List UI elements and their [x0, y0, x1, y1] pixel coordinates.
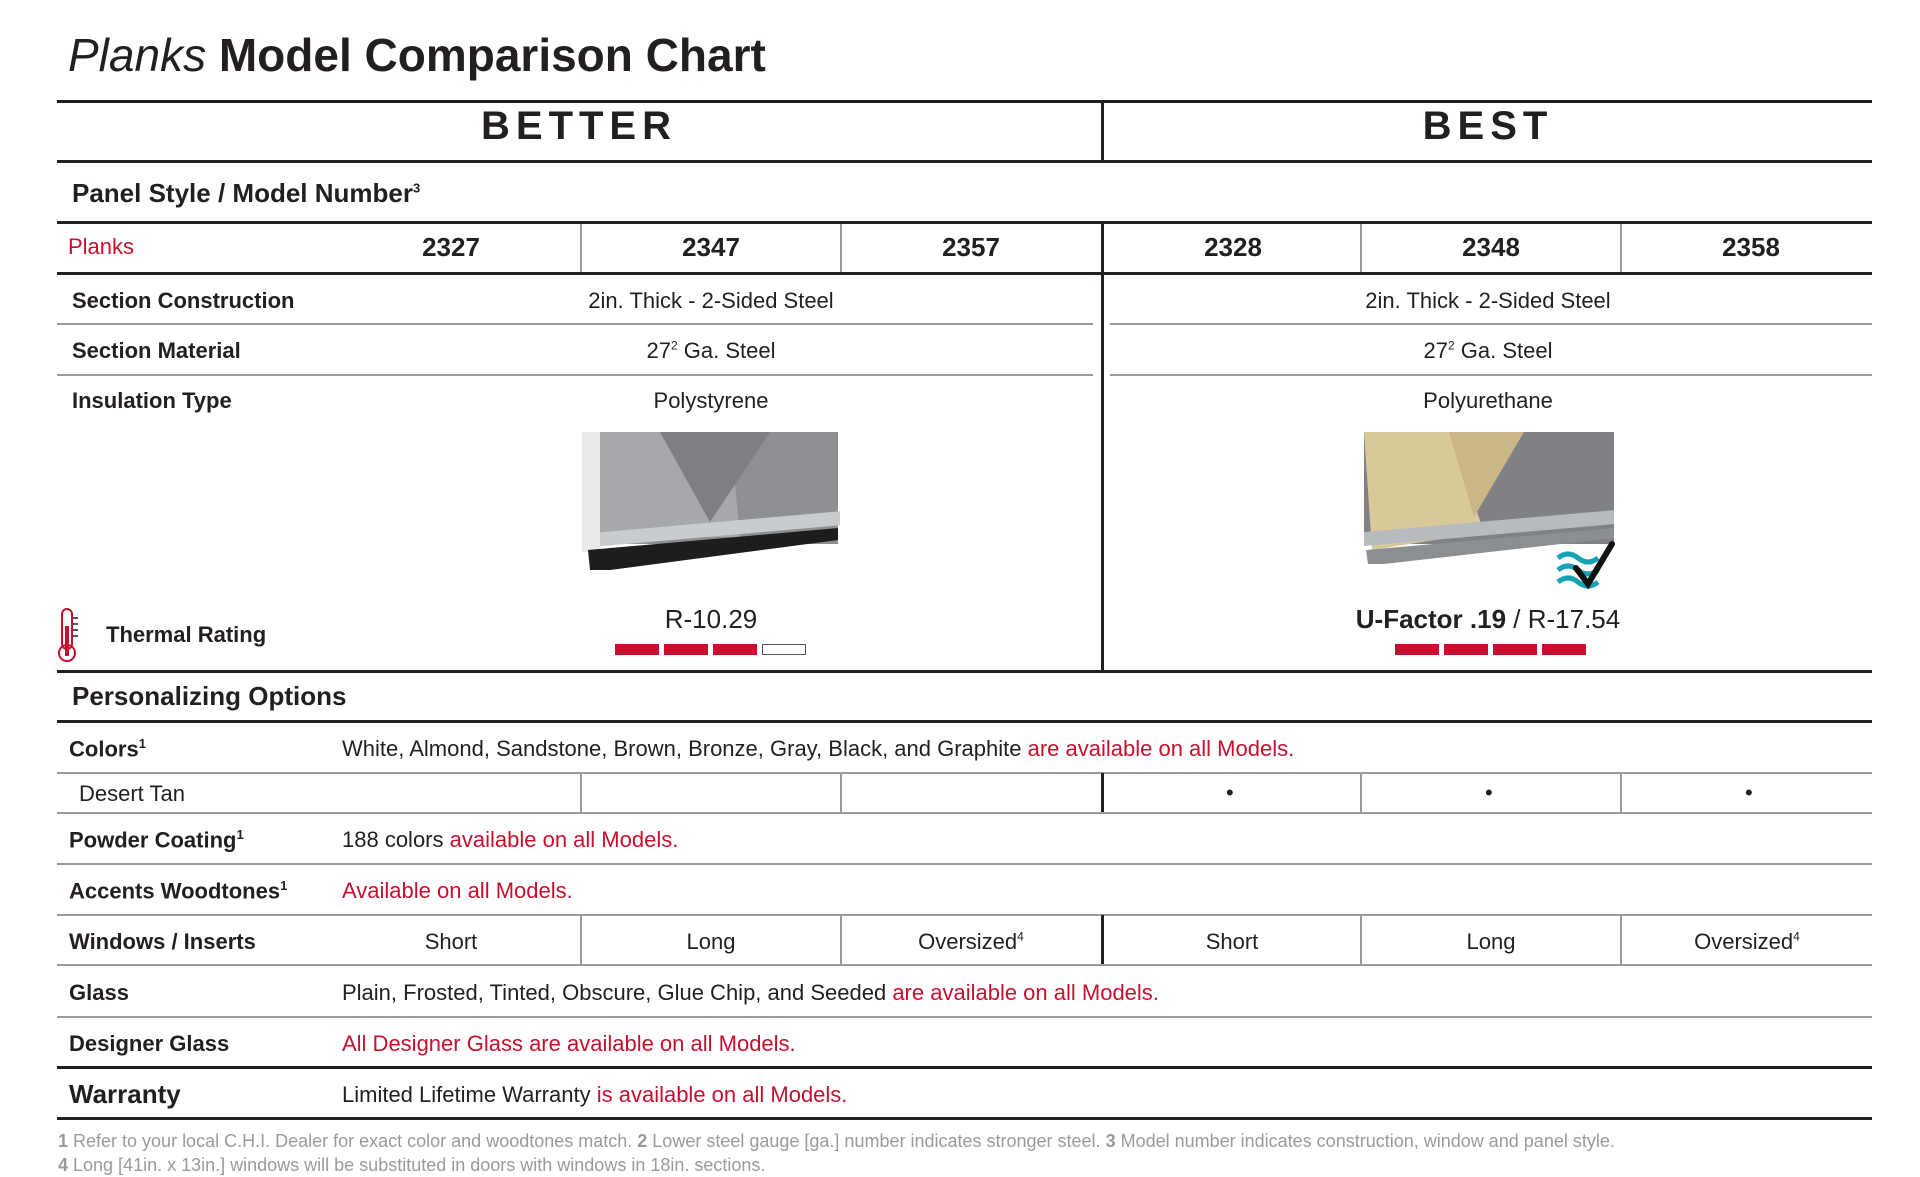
woodtones-label-text: Accents Woodtones: [69, 878, 281, 904]
powder-availability: available on all Models.: [449, 827, 679, 852]
rule: [57, 964, 1872, 966]
better-rating-bars: [615, 644, 806, 655]
footnote-text-1: Refer to your local C.H.I. Dealer for exact color and woodtones match.: [68, 1131, 638, 1151]
better-material-num: 27: [646, 338, 671, 363]
divider: [580, 773, 582, 813]
best-insulation: Polyurethane: [1423, 388, 1553, 413]
glass-text: Plain, Frosted, Tinted, Obscure, Glue Chip, and Seeded: [342, 980, 893, 1005]
title-italic: Planks: [68, 29, 207, 81]
better-material-sup: 2: [670, 338, 678, 353]
window-2327: Short: [424, 929, 478, 954]
model-2347: 2347: [682, 232, 740, 262]
rule-thermal-bottom: [57, 670, 1872, 673]
rule: [57, 914, 1872, 916]
best-rating-bar-2: [1444, 644, 1488, 655]
warranty-value: [342, 1082, 847, 1108]
energy-star-check-icon: [1554, 540, 1616, 594]
planks-label: Planks: [68, 234, 135, 259]
rule-top: [57, 100, 1872, 103]
panel-style-label: Panel Style / Model Number: [72, 178, 413, 208]
rule: [57, 374, 1093, 376]
polystyrene-panel-image: [580, 432, 842, 580]
footnote-text-2: Lower steel gauge [ga.] number indicates stronger steel.: [647, 1131, 1106, 1151]
glass-availability: are available on all Models.: [892, 980, 1159, 1005]
best-rating-bar-1: [1395, 644, 1439, 655]
best-material-num: 27: [1423, 338, 1448, 363]
woodtones-availability: Available on all Models.: [342, 878, 573, 903]
powder-text: 188 colors: [342, 827, 450, 852]
best-u-factor: U-Factor .19: [1355, 604, 1507, 634]
panel-style-sup: 3: [412, 180, 421, 196]
glass-value: [342, 980, 1159, 1006]
rule-options-top: [57, 720, 1872, 723]
rule-bottom: [57, 1117, 1872, 1120]
better-rating-bar-4: [762, 644, 806, 655]
divider: [840, 773, 842, 813]
best-rating-bar-4: [1542, 644, 1586, 655]
powder-value: [342, 827, 678, 853]
tier-better: BETTER: [481, 104, 677, 148]
rule-warranty-top: [57, 1066, 1872, 1069]
desert-tan-2348-dot: •: [1485, 780, 1493, 805]
better-material: [322, 338, 1100, 364]
tier-best: BEST: [1422, 104, 1554, 148]
thermometer-icon: [54, 606, 82, 664]
better-material-rest: Ga. Steel: [677, 338, 776, 363]
title-bold: Model Comparison Chart: [218, 29, 766, 81]
rule: [57, 812, 1872, 814]
window-2358-sup: 4: [1793, 929, 1800, 944]
rule: [57, 863, 1872, 865]
woodtones-sup: 1: [280, 878, 288, 893]
model-2358: 2358: [1722, 232, 1780, 262]
better-r-value: R-10.29: [664, 604, 758, 634]
rule-models-top: [57, 221, 1872, 224]
warranty-text: Limited Lifetime Warranty: [342, 1082, 597, 1107]
rule: [1110, 323, 1872, 325]
colors-text: White, Almond, Sandstone, Brown, Bronze, Gray, Black, and Graphite: [342, 736, 1028, 761]
label-accents-woodtones: [69, 878, 287, 904]
best-thermal-values: [1104, 604, 1872, 635]
best-rating-bars: [1395, 644, 1586, 655]
divider: [1620, 773, 1622, 813]
label-section-construction: Section Construction: [72, 288, 295, 313]
best-material: [1104, 338, 1872, 364]
powder-label-text: Powder Coating: [69, 827, 237, 853]
window-2348: Long: [1466, 929, 1516, 954]
window-2328: Short: [1205, 929, 1259, 954]
better-rating-bar-2: [664, 644, 708, 655]
divider: [1101, 773, 1104, 813]
label-warranty: Warranty: [69, 1079, 181, 1109]
best-material-rest: Ga. Steel: [1454, 338, 1553, 363]
window-2357: [842, 929, 1100, 955]
colors-sup: 1: [138, 736, 146, 751]
best-rating-bar-3: [1493, 644, 1537, 655]
colors-label-text: Colors: [69, 736, 139, 762]
model-2327: 2327: [422, 232, 480, 262]
footnote-text-4: Long [41in. x 13in.] windows will be substituted in doors with windows in 18in. sections.: [68, 1155, 766, 1175]
best-construction: 2in. Thick - 2-Sided Steel: [1365, 288, 1611, 313]
footnote-num-1: 1: [58, 1131, 69, 1151]
footnotes-line-2: [58, 1155, 765, 1176]
label-colors: [69, 736, 146, 762]
model-2357: 2357: [942, 232, 1000, 262]
better-insulation: Polystyrene: [653, 388, 769, 413]
window-2357-sup: 4: [1017, 929, 1024, 944]
footnote-num-3: 3: [1105, 1131, 1116, 1151]
personalizing-options-heading: Personalizing Options: [72, 681, 347, 711]
powder-sup: 1: [236, 827, 244, 842]
label-desert-tan: Desert Tan: [79, 781, 185, 806]
footnote-num-2: 2: [637, 1131, 648, 1151]
page-title: [68, 28, 766, 82]
warranty-availability: is available on all Models.: [596, 1082, 848, 1107]
rule-tiers-bottom: [57, 160, 1872, 163]
divider: [1360, 773, 1362, 813]
best-separator: /: [1506, 604, 1528, 634]
rule: [1110, 374, 1872, 376]
footnote-num-4: 4: [58, 1155, 69, 1175]
rule: [57, 772, 1872, 774]
better-rating-bar-3: [713, 644, 757, 655]
best-material-sup: 2: [1447, 338, 1455, 353]
colors-value: [342, 736, 1294, 762]
better-construction: 2in. Thick - 2-Sided Steel: [588, 288, 834, 313]
label-section-material: Section Material: [72, 338, 241, 363]
window-2358-text: Oversized: [1694, 929, 1794, 954]
desert-tan-2328-dot: •: [1226, 780, 1234, 805]
desert-tan-2358-dot: •: [1745, 780, 1753, 805]
label-thermal-rating: Thermal Rating: [106, 622, 267, 647]
rule: [57, 323, 1093, 325]
label-designer-glass: Designer Glass: [69, 1031, 230, 1056]
panel-style-heading: [72, 178, 420, 209]
label-glass: Glass: [69, 980, 129, 1005]
label-powder-coating: [69, 827, 244, 853]
footnotes-line-1: [58, 1131, 1615, 1152]
model-2348: 2348: [1462, 232, 1520, 262]
best-r-value: R-17.54: [1527, 604, 1621, 634]
footnote-text-3: Model number indicates construction, window and panel style.: [1115, 1131, 1615, 1151]
model-2328: 2328: [1204, 232, 1262, 262]
colors-availability: are available on all Models.: [1027, 736, 1295, 761]
window-2358: [1622, 929, 1872, 955]
rule: [57, 1016, 1872, 1018]
window-2357-text: Oversized: [918, 929, 1018, 954]
designer-glass-availability: All Designer Glass are available on all Models.: [342, 1031, 796, 1056]
rule-models-bottom: [57, 272, 1872, 275]
better-rating-bar-1: [615, 644, 659, 655]
label-insulation-type: Insulation Type: [72, 388, 232, 413]
label-windows-inserts: Windows / Inserts: [69, 929, 256, 954]
window-2347: Long: [686, 929, 736, 954]
